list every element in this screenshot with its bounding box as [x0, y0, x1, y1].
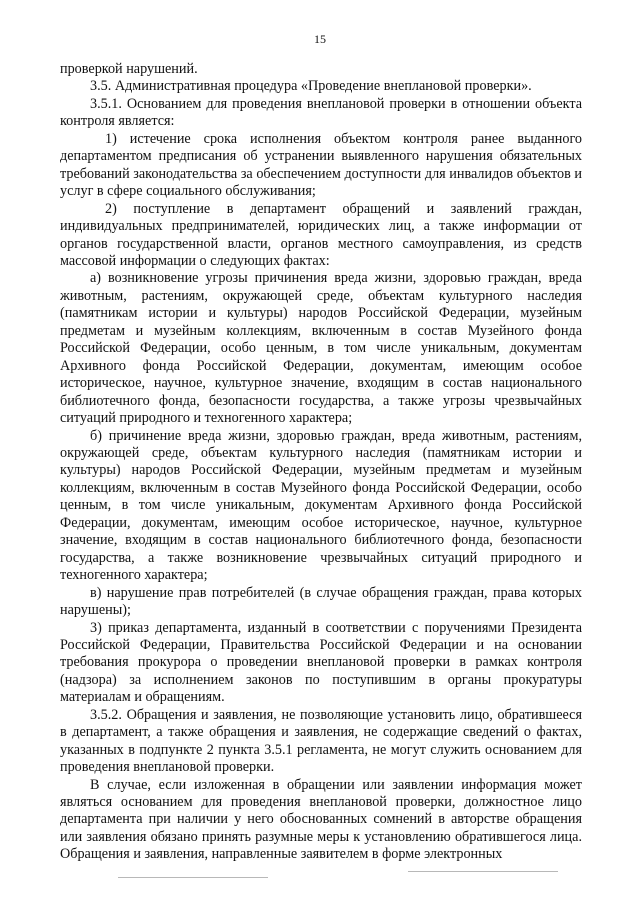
document-body: [60, 61, 582, 864]
list-item-2a: а) возникновение угрозы причинения вреда жизни, здоровью граждан, вреда животным, растениям, окружающей среде, объектам культурного наследия (памятникам истории и культуры) народов Российской Федерации, музейным предметам и музейным коллекциям, включенным в состав Музейного фонда Российской Федерации, особо ценным, в том числе уникальным, документам Архивного фонда Российской Федерации, документам, имеющим особое историческое, научное, культурное значение, входящим в состав национального библиотечного фонда, безопасности государства, а также угрозы чрезвычайных ситуаций природного и техногенного характера;: [60, 270, 582, 427]
paragraph-section-3-5: 3.5. Административная процедура «Проведение внеплановой проверки».: [90, 78, 532, 95]
scan-artifact-right: [408, 871, 558, 872]
page-number: 15: [314, 32, 326, 46]
list-item-2v: в) нарушение прав потребителей (в случае обращения граждан, права которых нарушены);: [60, 584, 582, 619]
paragraph-section-3-5-1: 3.5.1. Основанием для проведения внеплановой проверки в отношении объекта контроля является:: [60, 95, 582, 130]
paragraph-section-3-5-2: 3.5.2. Обращения и заявления, не позволяющие установить лицо, обратившееся в департамент, а также обращения и заявления, не содержащие сведений о фактах, указанных в подпункте 2 пункта 3.5.1 регламента, не могут служить основанием для проведения внеплановой проверки.: [60, 706, 582, 776]
list-item-3: 3) приказ департамента, изданный в соответствии с поручениями Президента Российской Федерации, Правительства Российской Федерации и на основании требования прокурора о проведении внеплановой проверки в рамках контроля (надзора) за исполнением законов по поступившим в органы прокуратуры материалам и обращениям.: [60, 619, 582, 706]
paragraph-final: В случае, если изложенная в обращении или заявлении информация может являться основанием для проведения внеплановой проверки, должностное лицо департамента при наличии у него обоснованных сомнений в авторстве обращения или заявления обязано принять разумные меры к установлению обратившегося лица. Обращения и заявления, направленные заявителем в форме электронных: [60, 776, 582, 863]
paragraph-continuation: проверкой нарушений.: [60, 61, 198, 77]
scan-artifact-left: [118, 877, 268, 878]
list-item-2b: б) причинение вреда жизни, здоровью граждан, вреда животным, растениям, окружающей среде, объектам культурного наследия (памятникам истории и культуры) народов Российской Федерации, музейным предметам и музейным коллекциям, включенным в состав Музейного фонда Российской Федерации, особо ценным, в том числе уникальным, документам Архивного фонда Российской Федерации, документам, имеющим особое историческое, научное, культурное значение, входящим в состав национального библиотечного фонда, безопасности государства, а также возникновение чрезвычайных ситуаций природного и техногенного характера;: [60, 427, 582, 584]
list-item-1: 1) истечение срока исполнения объектом контроля ранее выданного департаментом предписания об устранении выявленного нарушения обязательных требований законодательства за обеспечением доступности для инвалидов объектов и услуг в сфере социального обслуживания;: [60, 130, 582, 200]
list-item-2: 2) поступление в департамент обращений и заявлений граждан, индивидуальных предпринимателей, юридических лиц, а также информации от органов государственной власти, органов местного самоуправления, из средств массовой информации о следующих фактах:: [60, 200, 582, 269]
